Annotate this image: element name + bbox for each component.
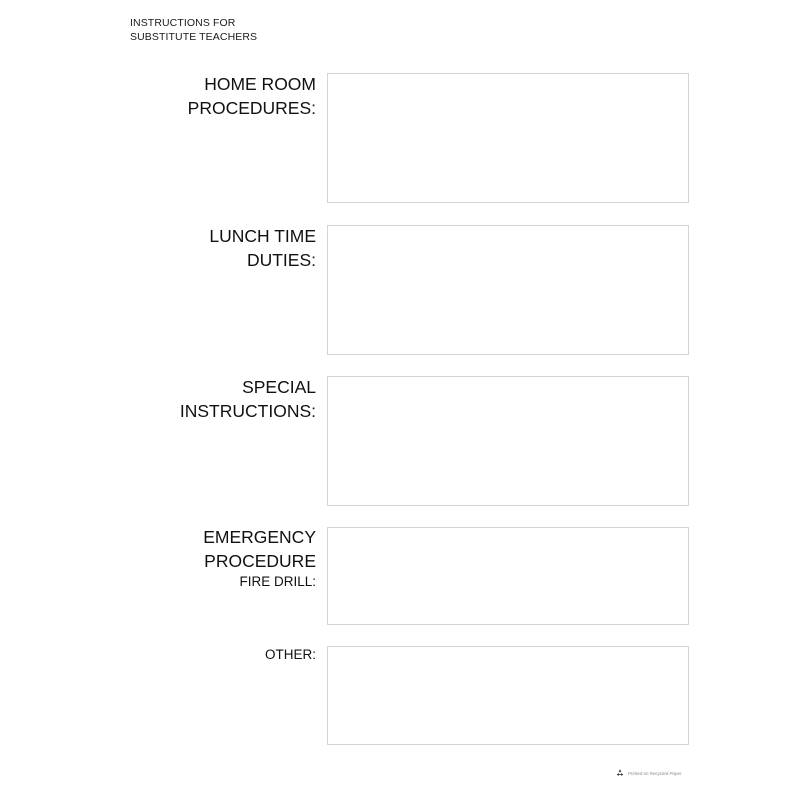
- label-other: [265, 646, 316, 664]
- label-line: PROCEDURE: [204, 551, 316, 571]
- label-special-instructions: [180, 375, 316, 423]
- special-instructions-field[interactable]: [327, 376, 689, 506]
- footer-recycled-note: [616, 769, 682, 777]
- label-line: PROCEDURES:: [187, 98, 316, 118]
- label-line: HOME ROOM: [204, 74, 316, 94]
- label-line: DUTIES:: [246, 250, 316, 270]
- lunch-time-duties-field[interactable]: [327, 225, 689, 355]
- label-emergency-procedure: [203, 525, 316, 591]
- label-lunch-time-duties: [209, 224, 316, 272]
- label-line: OTHER:: [264, 647, 316, 662]
- label-sublabel-fire-drill: FIRE DRILL:: [239, 574, 316, 589]
- document-title-line-2: SUBSTITUTE TEACHERS: [130, 31, 258, 43]
- home-room-procedures-field[interactable]: [327, 73, 689, 203]
- footer-text: Printed on Recycled Paper: [628, 770, 682, 776]
- label-line: LUNCH TIME: [209, 226, 316, 246]
- recycle-icon: [616, 769, 624, 777]
- document-title-line-1: INSTRUCTIONS FOR: [130, 17, 236, 29]
- label-line: INSTRUCTIONS:: [179, 401, 316, 421]
- other-field[interactable]: [327, 646, 689, 745]
- label-home-room-procedures: [188, 72, 316, 120]
- label-line: EMERGENCY: [203, 527, 316, 547]
- label-line: SPECIAL: [242, 377, 316, 397]
- emergency-procedure-fire-drill-field[interactable]: [327, 527, 689, 625]
- document-title: [130, 16, 257, 44]
